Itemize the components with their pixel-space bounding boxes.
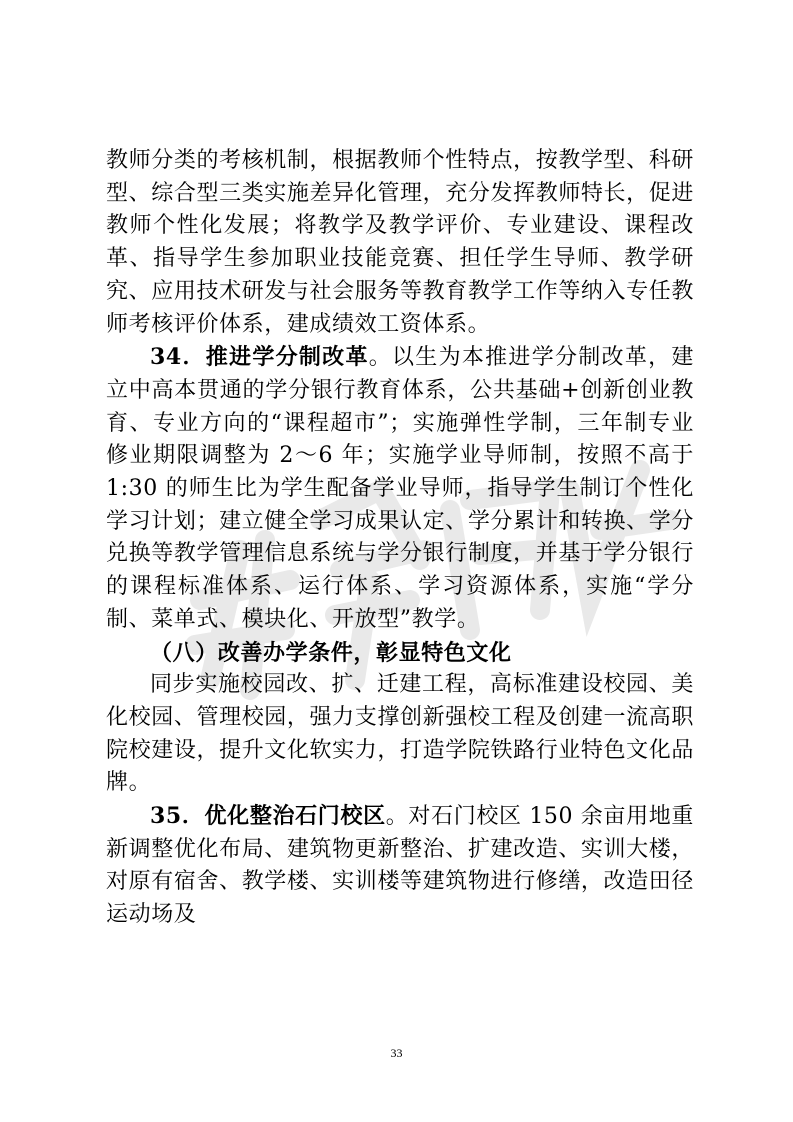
page-number: 33	[390, 1046, 403, 1060]
paragraph-shimen-campus	[106, 800, 694, 932]
paragraph-credit-reform-body: 。以生为本推进学分制改革，建立中高本贯通的学分银行教育体系，公共基础+创新创业教育、专业方向的“课程超市”；实施弹性学制，三年制专业修业期限调整为 2～6 年；实施学业导师制，按照不高于 1:30 的师生比为学生配备学业导师，指导学生制订个性化学习计划；建立健全学习成果认定、学分累计和转换、学分兑换等教学管理信息系统与学分银行制度，并基于学分银行的课程标准体系、运行体系、学习资源体系，实施“学分制、菜单式、模块化、开放型”教学。	[106, 345, 694, 632]
item-heading-34: 34．推进学分制改革	[150, 344, 369, 371]
paragraph-shimen-campus-body: 。对石门校区 150 余亩用地重新调整优化布局、建筑物更新整治、扩建改造、实训大楼，对原有宿舍、教学楼、实训楼等建筑物进行修缮，改造田径运动场及	[106, 804, 694, 928]
paragraph-credit-reform	[106, 341, 694, 636]
text-body	[106, 145, 694, 932]
paragraph-campus-construction: 同步实施校园改、扩、迁建工程，高标准建设校园、美化校园、管理校园，强力支撑创新强校工程及创建一流高职院校建设，提升文化软实力，打造学院铁路行业特色文化品牌。	[106, 672, 694, 796]
paragraph-teacher-assessment: 教师分类的考核机制，根据教师个性特点，按教学型、科研型、综合型三类实施差异化管理，充分发挥教师特长，促进教师个性化发展；将教学及教学评价、专业建设、课程改革、指导学生参加职业技能竞赛、担任学生导师、教学研究、应用技术研发与社会服务等教育教学工作等纳入专任教师考核评价体系，建成绩效工资体系。	[106, 148, 694, 337]
item-heading-35: 35．优化整治石门校区	[150, 803, 386, 830]
section-heading-8: （八）改善办学条件，彰显特色文化	[150, 639, 512, 666]
